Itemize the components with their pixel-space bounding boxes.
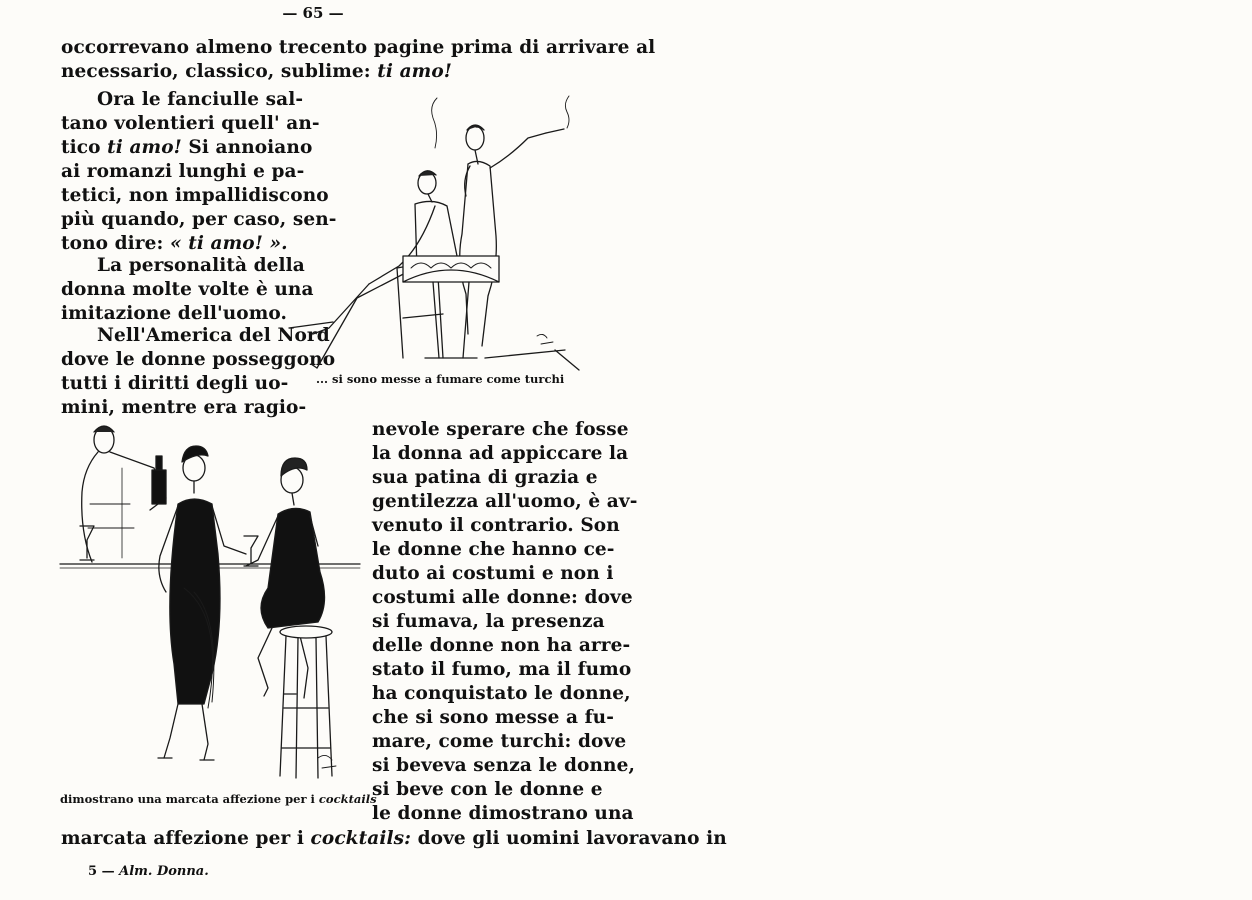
text-line: si beveva senza le donne, xyxy=(372,755,635,776)
text-line: più quando, per caso, sen- xyxy=(61,209,337,230)
text-line: tetici, non impallidiscono xyxy=(61,185,329,206)
text-line: marcata affezione per i cocktails: dove gli uomini lavoravano in xyxy=(61,828,727,849)
bar-caption: dimostrano una marcata affezione per i cocktails xyxy=(60,792,377,806)
text-line: costumi alle donne: dove xyxy=(372,587,633,608)
text-line: ha conquistato le donne, xyxy=(372,683,631,704)
text-line: mini, mentre era ragio- xyxy=(61,397,307,418)
text-line: ai romanzi lunghi e pa- xyxy=(61,161,305,182)
text-line: necessario, classico, sublime: ti amo! xyxy=(61,61,453,82)
text-line: sua patina di grazia e xyxy=(372,467,598,488)
text-line: le donne dimostrano una xyxy=(372,803,634,824)
smokers-caption: ... si sono messe a fumare come turchi xyxy=(316,372,565,386)
text-line: Nell'America del Nord xyxy=(97,325,330,346)
text-line: si fumava, la presenza xyxy=(372,611,605,632)
text-line: imitazione dell'uomo. xyxy=(61,303,288,324)
text-line: La personalità della xyxy=(97,255,305,276)
text-line: le donne che hanno ce- xyxy=(372,539,615,560)
bar-scene-illustration xyxy=(60,418,365,790)
text-line: stato il fumo, ma il fumo xyxy=(372,659,632,680)
smoking-women-illustration xyxy=(285,88,590,368)
text-line: nevole sperare che fosse xyxy=(372,419,629,440)
text-line: delle donne non ha arre- xyxy=(372,635,631,656)
text-line: mare, come turchi: dove xyxy=(372,731,627,752)
text-line: occorrevano almeno trecento pagine prima di arrivare al xyxy=(61,37,656,58)
page-footer: 5 — Alm. Donna. xyxy=(88,864,209,879)
text-line: duto ai costumi e non i xyxy=(372,563,614,584)
text-line: tano volentieri quell' an- xyxy=(61,113,320,134)
text-line: dove le donne posseggono xyxy=(61,349,336,370)
page-number: — 65 — xyxy=(282,4,344,22)
text-line: tutti i diritti degli uo- xyxy=(61,373,289,394)
text-line: gentilezza all'uomo, è av- xyxy=(372,491,638,512)
text-line: si beve con le donne e xyxy=(372,779,603,800)
text-line: tono dire: « ti amo! ». xyxy=(61,233,288,254)
text-line: che si sono messe a fu- xyxy=(372,707,614,728)
text-line: tico ti amo! Si annoiano xyxy=(61,137,313,158)
text-line: donna molte volte è una xyxy=(61,279,314,300)
text-line: la donna ad appiccare la xyxy=(372,443,629,464)
text-line: venuto il contrario. Son xyxy=(372,515,620,536)
text-line: Ora le fanciulle sal- xyxy=(97,89,304,110)
